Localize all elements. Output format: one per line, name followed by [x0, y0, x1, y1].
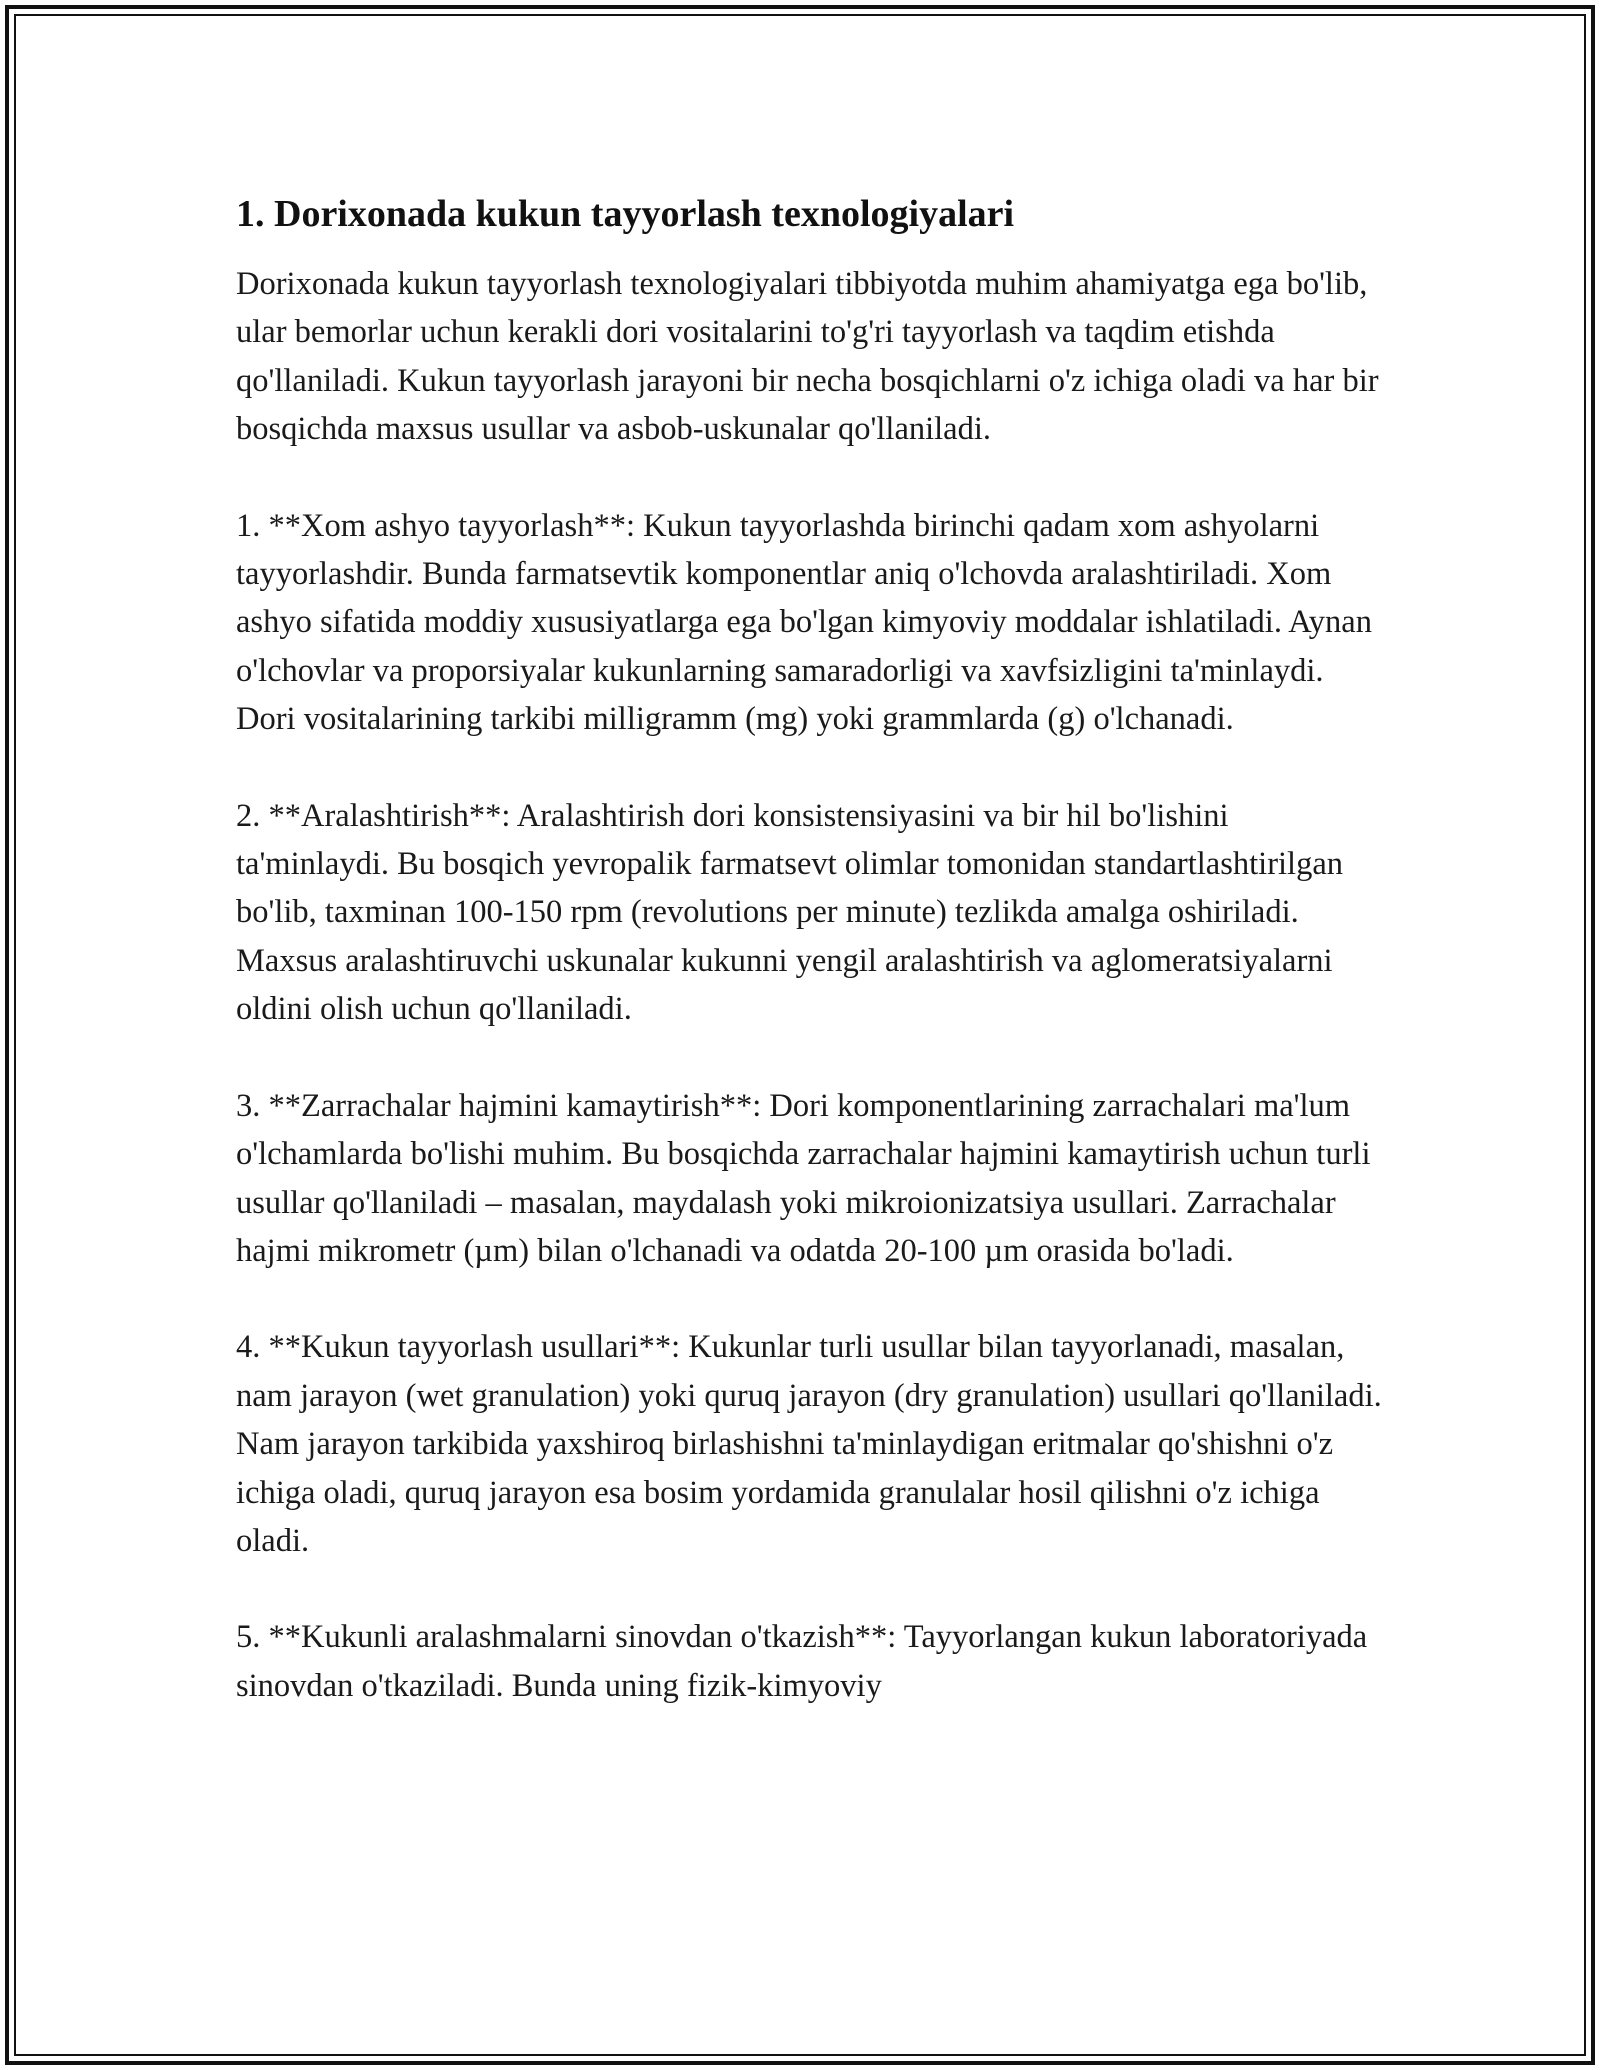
document-body [236, 186, 1386, 1758]
paragraph-item-5: 5. **Kukunli aralashmalarni sinovdan o'tkazish**: Tayyorlangan kukun laboratoriyada sinovdan o'tkaziladi. Bunda uning fizik-kimyoviy [236, 1619, 1368, 1704]
document-title: 1. Dorixonada kukun tayyorlash texnologiyalari [236, 193, 1015, 235]
paragraph-intro: Dorixonada kukun tayyorlash texnologiyalari tibbiyotda muhim ahamiyatga ega bo'lib, ular bemorlar uchun kerakli dori vositalarini to'g'ri tayyorlash va taqdim etishda qo'llaniladi. Kukun tayyorlash jarayoni bir necha bosqichlarni o'z ichiga oladi va har bir bosqichda maxsus usullar va asbob-uskunalar qo'llaniladi. [236, 266, 1379, 448]
paragraph-item-3: 3. **Zarrachalar hajmini kamaytirish**: Dori komponentlarining zarrachalari ma'lum o'lchamlarda bo'lishi muhim. Bu bosqichda zarrachalar hajmini kamaytirish uchun turli usullar qo'llaniladi – masalan, maydalash yoki mikroionizatsiya usullari. Zarrachalar hajmi mikrometr (µm) bilan o'lchanadi va odatda 20-100 µm orasida bo'ladi. [236, 1087, 1371, 1269]
paragraph-item-4: 4. **Kukun tayyorlash usullari**: Kukunlar turli usullar bilan tayyorlanadi, masalan, nam jarayon (wet granulation) yoki quruq jarayon (dry granulation) usullari qo'llaniladi. Nam jarayon tarkibida yaxshiroq birlashishni ta'minlaydigan eritmalar qo'shishni o'z ichiga oladi, quruq jarayon esa bosim yordamida granulalar hosil qilishni o'z ichiga oladi. [236, 1329, 1382, 1559]
paragraph-item-1: 1. **Xom ashyo tayyorlash**: Kukun tayyorlashda birinchi qadam xom ashyolarni tayyorlashdir. Bunda farmatsevtik komponentlar aniq o'lchovda aralashtiriladi. Xom ashyo sifatida moddiy xususiyatlarga ega bo'lgan kimyoviy moddalar ishlatiladi. Aynan o'lchovlar va proporsiyalar kukunlarning samaradorligi va xavfsizligini ta'minlaydi. Dori vositalarining tarkibi milligramm (mg) yoki grammlarda (g) o'lchanadi. [236, 507, 1372, 738]
paragraph-item-2: 2. **Aralashtirish**: Aralashtirish dori konsistensiyasini va bir hil bo'lishini ta'minlaydi. Bu bosqich yevropalik farmatsevt olimlar tomonidan standartlashtirilgan bo'lib, taxminan 100-150 rpm (revolutions per minute) tezlikda amalga oshiriladi. Maxsus aralashtiruvchi uskunalar kukunni yengil aralashtirish va aglomeratsiyalarni oldini olish uchun qo'llaniladi. [236, 797, 1343, 1028]
